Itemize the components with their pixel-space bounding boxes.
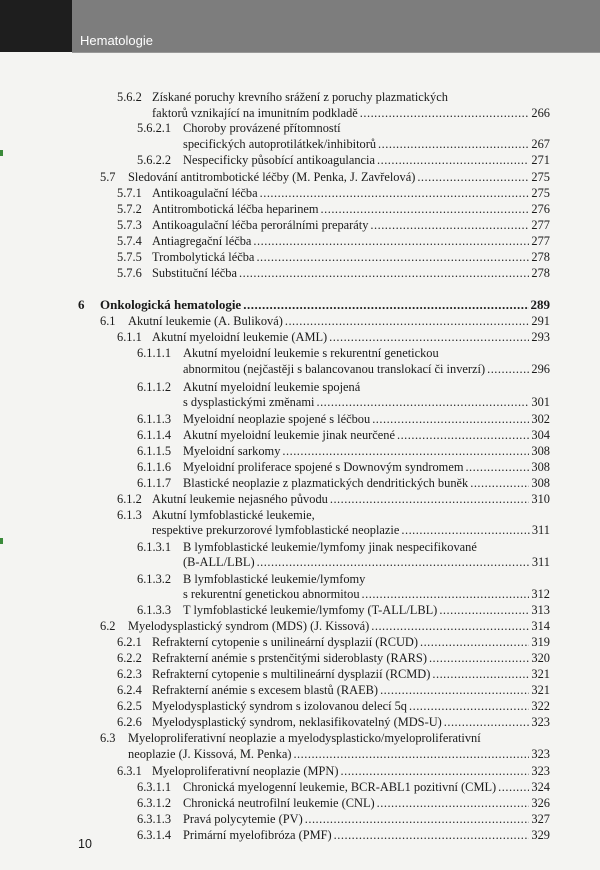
toc-entry-page: 304: [531, 428, 550, 442]
toc-entry-number: 6.3: [100, 731, 116, 745]
toc-entry-page: 323: [531, 747, 550, 761]
toc-entry-title: Chronická neutrofilní leukemie (CNL): [183, 796, 375, 810]
toc-entry-page: 313: [531, 603, 550, 617]
toc-entry-title: Myeloidní proliferace spojené s Downovým syndromem: [183, 460, 464, 474]
toc-entry-title: Refrakterní cytopenie s unilineární dysplazií (RCUD): [152, 635, 418, 649]
toc-entry-number: 5.6.2.2: [137, 153, 172, 167]
toc-entry-page: 327: [531, 812, 550, 826]
toc-entry-title: Akutní myeloidní leukemie s rekurentní genetickou: [183, 346, 439, 360]
toc-entry-title: Myeloidní sarkomy: [183, 444, 281, 458]
toc-entry-number: 6.3.1.2: [137, 796, 172, 810]
toc-entry-page: 277: [531, 234, 550, 248]
toc-entry-number: 5.7.2: [117, 202, 142, 216]
toc-entry-page: 310: [531, 492, 550, 506]
toc-entry-title: Primární myelofibróza (PMF): [183, 828, 332, 842]
toc-entry-number: 6: [78, 297, 85, 312]
toc-entry-page: 289: [530, 297, 550, 312]
toc-entry-number: 5.7.5: [117, 250, 142, 264]
toc-entry-number: 5.7: [100, 170, 116, 184]
toc-entry-title: Blastické neoplazie z plazmatických dendritických buněk: [183, 476, 469, 490]
toc-entry-title: Sledování antitrombotické léčby (M. Penka, J. Zavřelová): [128, 170, 416, 184]
toc-entry-title: Antiagregační léčba: [152, 234, 252, 248]
toc-entry-title: Onkologická hematologie: [100, 297, 242, 312]
toc-entry-title: Akutní lymfoblastické leukemie,: [152, 508, 315, 522]
toc-entry-page: 321: [531, 683, 550, 697]
toc-entry-title: Choroby provázené přítomností: [183, 121, 341, 135]
toc-entry-page: 311: [531, 555, 550, 569]
toc-entry-page: 278: [531, 266, 550, 280]
toc-entry-number: 6.1.1.4: [137, 428, 172, 442]
toc-entry: [0, 553, 600, 571]
toc-entry-page: 322: [531, 699, 550, 713]
toc-entry: [0, 745, 600, 763]
toc-entry-number: 6.1.1.3: [137, 412, 172, 426]
toc-entry-number: 6.1.3.3: [137, 603, 172, 617]
toc-entry-page: 291: [531, 314, 550, 328]
toc-entry-title: Myelodysplastický syndrom s izolovanou delecí 5q: [152, 699, 408, 713]
toc-entry-page: 324: [531, 780, 550, 794]
toc-entry-number: 6.2.3: [117, 667, 142, 681]
toc-entry-number: 5.7.3: [117, 218, 142, 232]
toc-entry-title: Chronická myelogenní leukemie, BCR-ABL1 pozitivní (CML): [183, 780, 497, 794]
toc-entry-title: (B-ALL/LBL): [183, 555, 255, 569]
toc-entry-title: Refrakterní anémie s excesem blastů (RAEB): [152, 683, 379, 697]
toc-entry-title: Trombolytická léčba: [152, 250, 255, 264]
toc-entry-page: 311: [531, 523, 550, 537]
toc-entry-number: 5.7.4: [117, 234, 142, 248]
toc-entry-title: specifických autoprotilátkek/inhibitorů: [183, 137, 377, 151]
toc-entry-number: 6.3.1.1: [137, 780, 172, 794]
toc-entry-page: 275: [531, 170, 550, 184]
dot-leader: [257, 553, 530, 571]
dot-leader: [293, 745, 529, 763]
toc-entry-number: 6.2: [100, 619, 116, 633]
toc-entry-title: Získané poruchy krevního srážení z poruchy plazmatických: [152, 90, 448, 104]
toc-entry-title: Myeloidní neoplazie spojené s léčbou: [183, 412, 371, 426]
toc-entry-title: Myeloproliferativní neoplazie (MPN): [152, 764, 339, 778]
toc-entry-title: Refrakterní anémie s prstenčitými sideroblasty (RARS): [152, 651, 427, 665]
toc-entry-number: 6.3.1.4: [137, 828, 172, 842]
toc-entry-page: 296: [531, 362, 550, 376]
toc-entry-page: 314: [531, 619, 550, 633]
toc-entry-title: T lymfoblastické leukemie/lymfomy (T-ALL/LBL): [183, 603, 438, 617]
toc-entry-title: Akutní leukemie (A. Buliková): [128, 314, 283, 328]
toc-entry-title: Refrakterní cytopenie s multilineární dysplazií (RCMD): [152, 667, 431, 681]
toc-entry-number: 6.1: [100, 314, 116, 328]
toc-entry-number: 5.6.2: [117, 90, 142, 104]
toc-entry-number: 6.2.1: [117, 635, 142, 649]
dot-leader: [316, 393, 529, 411]
toc-entry-title: Antitrombotická léčba heparinem: [152, 202, 319, 216]
toc-entry-number: 6.1.3.1: [137, 540, 172, 554]
toc-entry-title: Antikoagulační léčba perorálními preparáty: [152, 218, 369, 232]
toc-entry-page: 275: [531, 186, 550, 200]
toc-entry-page: 321: [531, 667, 550, 681]
toc-entry: [0, 360, 600, 378]
toc-entry-page: 326: [531, 796, 550, 810]
toc-entry-number: 6.1.3.2: [137, 572, 172, 586]
page-number: 10: [78, 837, 92, 851]
toc-entry-number: 5.7.1: [117, 186, 142, 200]
toc-entry-number: 6.1.1.7: [137, 476, 172, 490]
toc-entry-number: 5.7.6: [117, 266, 142, 280]
dot-leader: [239, 264, 529, 282]
toc-entry-page: 308: [531, 444, 550, 458]
toc-entry-page: 267: [531, 137, 550, 151]
running-header-title: Hematologie: [80, 33, 153, 48]
toc-entry-number: 5.6.2.1: [137, 121, 172, 135]
toc-entry-number: 6.3.1.3: [137, 812, 172, 826]
toc-entry-title: Akutní myeloidní leukemie (AML): [152, 330, 328, 344]
toc-entry-page: 320: [531, 651, 550, 665]
toc-entry-number: 6.1.1.5: [137, 444, 172, 458]
toc-entry-page: 276: [531, 202, 550, 216]
toc-entry-title: Pravá polycytemie (PV): [183, 812, 303, 826]
toc-entry-title: Myelodysplastický syndrom (MDS) (J. Kissová): [128, 619, 370, 633]
toc-entry-page: 271: [531, 153, 550, 167]
toc-entry-title: abnormitou (nejčastěji s balancovanou translokací či inverzí): [183, 362, 486, 376]
toc-entry-title: Myelodysplastický syndrom, neklasifikovatelný (MDS-U): [152, 715, 442, 729]
toc-entry-title: faktorů vznikající na imunitním podkladě: [152, 106, 358, 120]
toc-entry-number: 6.2.6: [117, 715, 142, 729]
toc-entry-page: 308: [531, 460, 550, 474]
toc-entry-title: respektive prekurzorové lymfoblastické neoplazie: [152, 523, 400, 537]
toc-entry: [0, 393, 600, 411]
toc-entry-title: B lymfoblastické leukemie/lymfomy: [183, 572, 366, 586]
toc-entry-page: 277: [531, 218, 550, 232]
toc-entry-title: B lymfoblastické leukemie/lymfomy jinak nespecifikované: [183, 540, 477, 554]
toc-entry-title: Akutní leukemie nejasného původu: [152, 492, 328, 506]
toc-entry-number: 6.3.1: [117, 764, 142, 778]
toc-entry-title: Antikoagulační léčba: [152, 186, 258, 200]
toc-entry-number: 6.1.1: [117, 330, 142, 344]
toc-entry-title: Myeloproliferativní neoplazie a myelodysplasticko/myeloproliferativní: [128, 731, 481, 745]
toc-entry-title: Nespecificky působící antikoagulancia: [183, 153, 375, 167]
toc-entry-title: Substituční léčba: [152, 266, 237, 280]
toc-entry-page: 323: [531, 764, 550, 778]
toc-entry-page: 266: [531, 106, 550, 120]
dot-leader: [334, 826, 530, 844]
toc-entry-number: 6.2.4: [117, 683, 142, 697]
toc-entry-title: Akutní myeloidní leukemie jinak neurčené: [183, 428, 395, 442]
toc-entry-page: 278: [531, 250, 550, 264]
toc-entry-title: neoplazie (J. Kissová, M. Penka): [128, 747, 292, 761]
dot-leader: [487, 360, 529, 378]
toc-entry-title: Akutní myeloidní leukemie spojená: [183, 380, 361, 394]
toc-entry-number: 6.1.1.6: [137, 460, 172, 474]
toc-entry-number: 6.1.3: [117, 508, 142, 522]
toc-entry-title: s dysplastickými změnami: [183, 395, 315, 409]
toc-entry-number: 6.1.1.2: [137, 380, 172, 394]
toc-entry-page: 329: [531, 828, 550, 842]
toc-entry-page: 319: [531, 635, 550, 649]
toc-entry-number: 6.1.1.1: [137, 346, 172, 360]
toc-entry-number: 6.2.2: [117, 651, 142, 665]
toc-entry-page: 323: [531, 715, 550, 729]
toc-entry: [0, 264, 600, 282]
toc-entry-title: s rekurentní genetickou abnormitou: [183, 587, 360, 601]
dot-leader: [401, 521, 529, 539]
toc-entry-number: 6.1.2: [117, 492, 142, 506]
toc-entry: [0, 521, 600, 539]
dot-leader: [377, 151, 529, 169]
toc-entry-page: 312: [531, 587, 550, 601]
toc-entry-page: 301: [531, 395, 550, 409]
toc-entry-page: 293: [531, 330, 550, 344]
toc-entry-page: 302: [531, 412, 550, 426]
toc-entry: [0, 151, 600, 169]
toc-entry-number: 6.2.5: [117, 699, 142, 713]
toc-entry-page: 308: [531, 476, 550, 490]
